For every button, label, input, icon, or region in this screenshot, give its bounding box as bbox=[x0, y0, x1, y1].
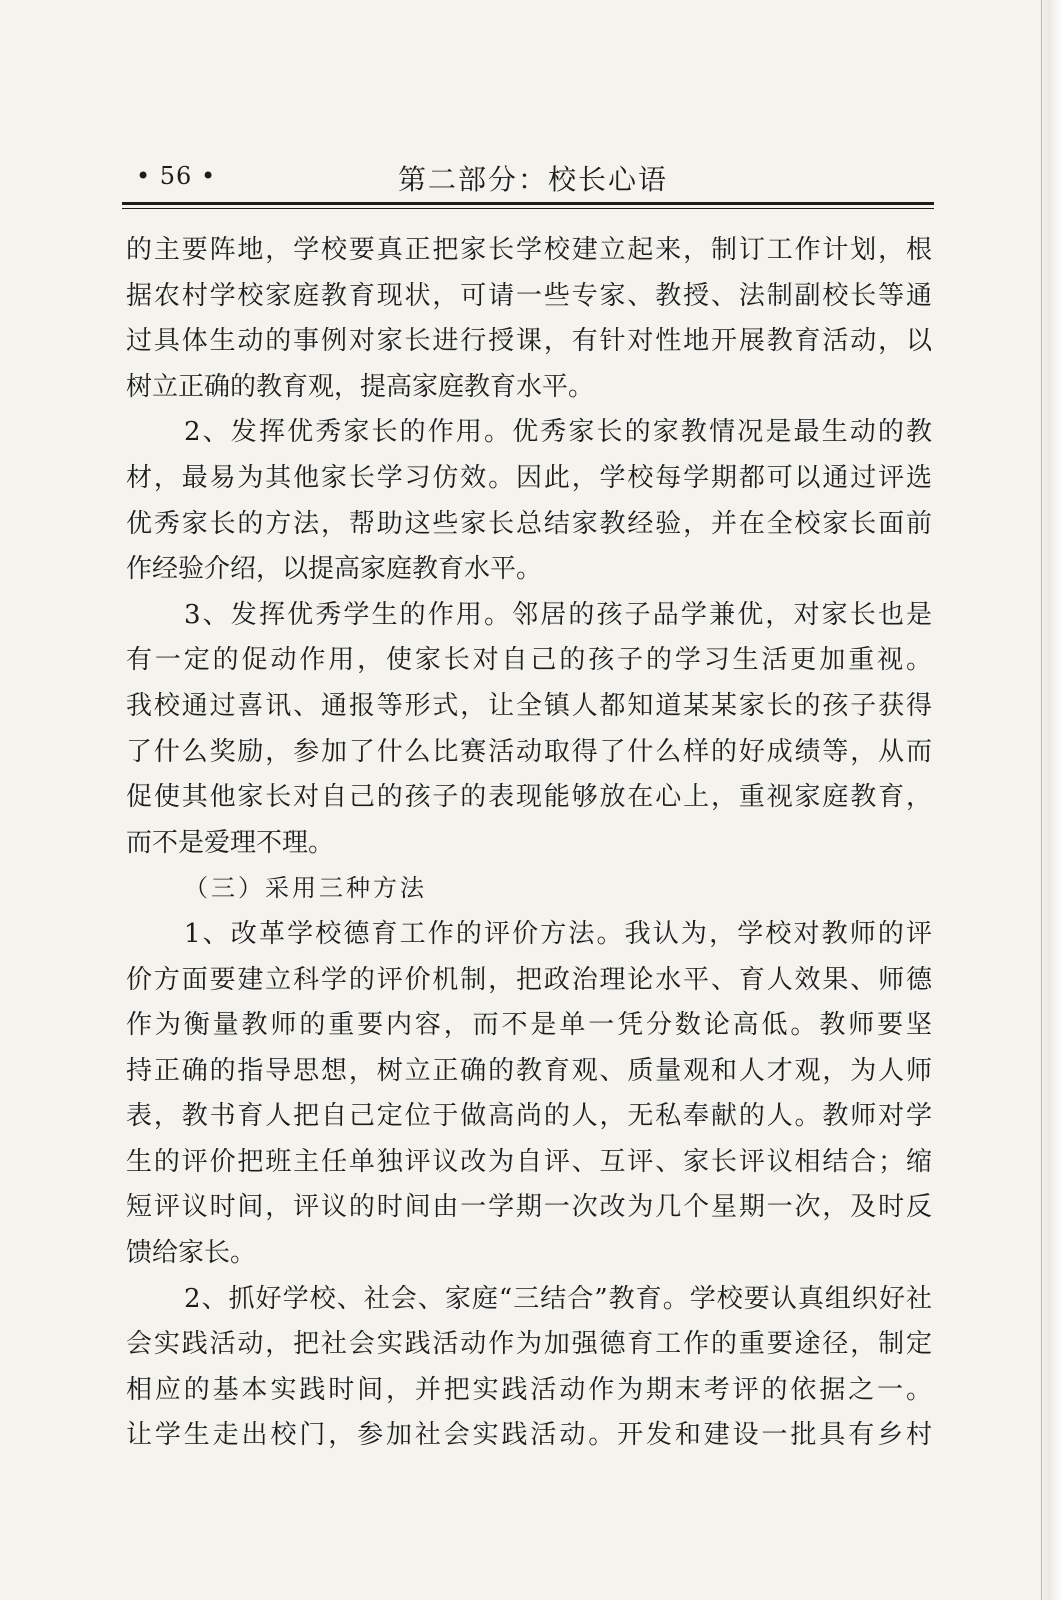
text-line: 作经验介绍，以提高家庭教育水平。 bbox=[126, 554, 543, 585]
text-line: 而不是爱理不理。 bbox=[126, 827, 335, 858]
page-header bbox=[122, 150, 934, 200]
paragraph-start: 2、抓好学校、社会、家庭“三结合”教育。学校要认真组织好社 bbox=[184, 1283, 932, 1314]
header-rule-thick bbox=[122, 202, 934, 205]
text-line: 树立正确的教育观，提高家庭教育水平。 bbox=[126, 371, 595, 402]
paragraph-start: 2、发挥优秀家长的作用。优秀家长的家教情况是最生动的教 bbox=[184, 417, 932, 448]
paragraph-start: 3、发挥优秀学生的作用。邻居的孩子品学兼优，对家长也是 bbox=[184, 599, 932, 630]
text-line: 相应的基本实践时间，并把实践活动作为期末考评的依据之一。 bbox=[126, 1374, 932, 1405]
body-text bbox=[126, 228, 932, 1459]
scan-edge bbox=[1040, 0, 1062, 1600]
text-line: 作为衡量教师的重要内容，而不是单一凭分数论高低。教师要坚 bbox=[126, 1010, 932, 1041]
text-line: 会实践活动，把社会实践活动作为加强德育工作的重要途径，制定 bbox=[126, 1329, 932, 1360]
text-line: 持正确的指导思想，树立正确的教育观、质量观和人才观，为人师 bbox=[126, 1055, 932, 1086]
text-line: 生的评价把班主任单独评议改为自评、互评、家长评议相结合；缩 bbox=[126, 1146, 932, 1177]
text-line: 的主要阵地，学校要真正把家长学校建立起来，制订工作计划，根 bbox=[126, 235, 932, 265]
text-line: 据农村学校家庭教育现状，可请一些专家、教授、法制副校长等通 bbox=[126, 280, 932, 311]
text-line: 馈给家长。 bbox=[126, 1238, 257, 1269]
header-rule-thin bbox=[122, 208, 934, 209]
text-line: 了什么奖励，参加了什么比赛活动取得了什么样的好成绩等，从而 bbox=[126, 736, 932, 767]
page-number: • 56 • bbox=[136, 162, 217, 190]
text-line: 有一定的促动作用，使家长对自己的孩子的学习生活更加重视。 bbox=[126, 645, 932, 676]
text-line: 价方面要建立科学的评价机制，把政治理论水平、育人效果、师德 bbox=[126, 964, 932, 995]
scan-edge-line bbox=[1041, 0, 1042, 1600]
text-line: 优秀家长的方法，帮助这些家长总结家教经验，并在全校家长面前 bbox=[126, 508, 932, 539]
text-line: 表，教书育人把自己定位于做高尚的人，无私奉献的人。教师对学 bbox=[126, 1101, 932, 1132]
text-line: 促使其他家长对自己的孩子的表现能够放在心上，重视家庭教育， bbox=[126, 782, 932, 813]
text-line: 过具体生动的事例对家长进行授课，有针对性地开展教育活动，以 bbox=[126, 326, 932, 357]
text-line: 我校通过喜讯、通报等形式，让全镇人都知道某某家长的孩子获得 bbox=[126, 690, 932, 721]
text-line: 短评议时间，评议的时间由一学期一次改为几个星期一次，及时反 bbox=[126, 1192, 932, 1223]
section-subheading: （三）采用三种方法 bbox=[184, 874, 427, 903]
text-line: 让学生走出校门，参加社会实践活动。开发和建设一批具有乡村 bbox=[126, 1420, 932, 1451]
running-title: 第二部分：校长心语 bbox=[398, 163, 669, 196]
text-line: 材，最易为其他家长学习仿效。因此，学校每学期都可以通过评选 bbox=[126, 462, 932, 493]
paragraph-start: 1、改革学校德育工作的评价方法。我认为，学校对教师的评 bbox=[184, 918, 932, 949]
